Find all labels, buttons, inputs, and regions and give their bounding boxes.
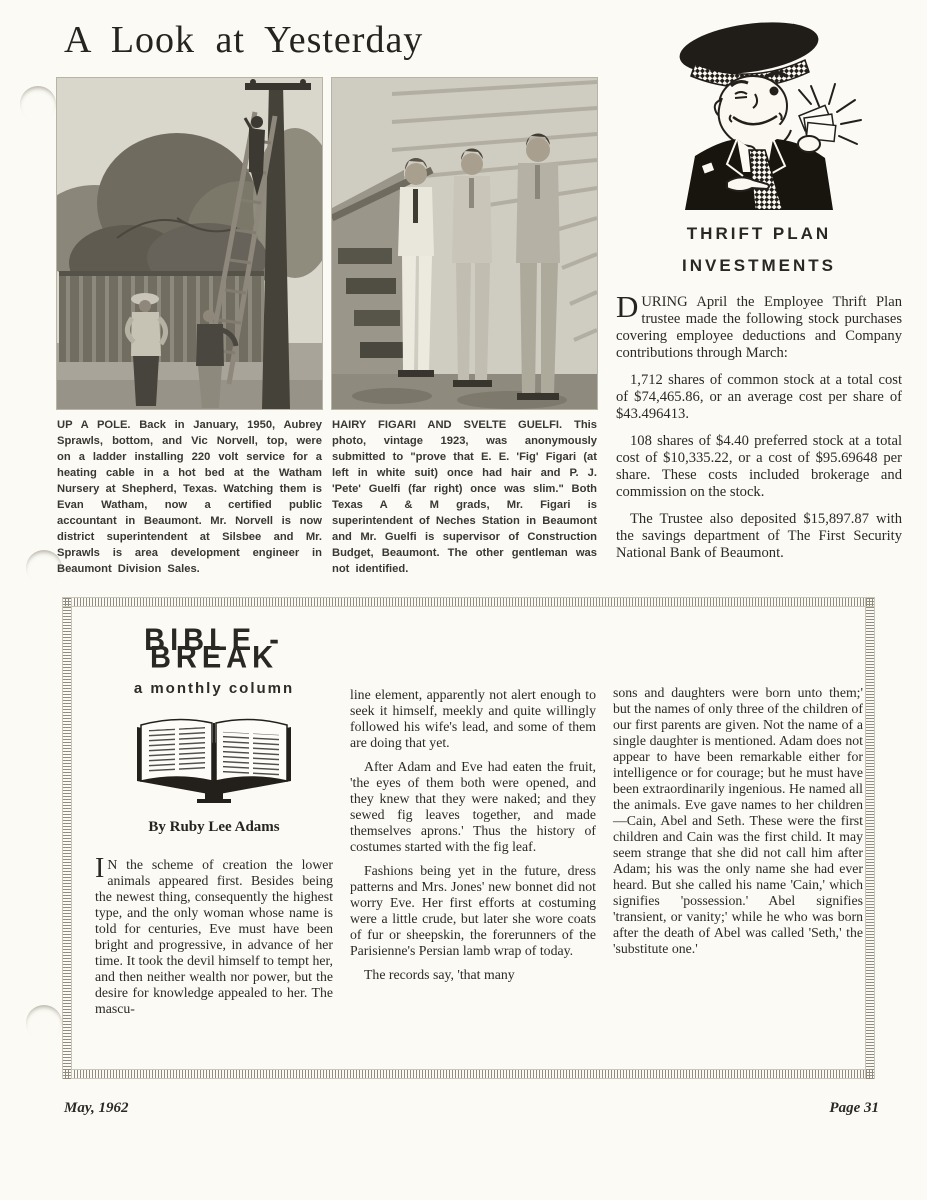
bible-break-title: BIBLE - BREAK (144, 623, 284, 675)
footer-date: May, 1962 (64, 1100, 129, 1116)
thrift-paragraph-1 (616, 289, 902, 362)
col2-paragraph-3: Fashions being yet in the future, dress patterns and Mrs. Jones' new bonnet did not worry Eve. Her first efforts at costuming were a little crude, but later she wore coats of fur or sheepskin, the forerunners of the Parisienne's Persian lamb wrap of today. (350, 863, 596, 958)
thrift-heading-line1: THRIFT PLAN (686, 224, 832, 243)
pole-ladder-photo (57, 78, 322, 409)
thrifty-scotsman-cartoon (616, 14, 902, 212)
dropcap-i: I (95, 853, 105, 884)
thrift-paragraph-1-text: URING April the Employee Thrift Plan trustee made the following stock purchases covering employee deductions and Company contributions through March: (616, 294, 902, 361)
scotsman-cartoon-art (643, 14, 875, 210)
bible-break-column-3 (613, 625, 863, 1071)
col2-paragraph-1: line element, apparently not alert enough to seek it himself, meekly and quite willingly followed his wife's lead, and some of them are doing that yet. (350, 687, 596, 750)
col1-paragraph-1 (95, 853, 333, 1017)
punch-hole (20, 86, 56, 122)
punch-hole (26, 1005, 62, 1041)
bible-break-col1-text (95, 853, 333, 1017)
col2-paragraph-2: After Adam and Eve had eaten the fruit, 'the eyes of them both were opened, and they knew that they were naked; and they sewed fig leaves together, and made themselves aprons.' Thus the history of costumes started with the fig leaf. (350, 759, 596, 854)
three-men-photo (332, 78, 597, 409)
thrift-paragraph-3: 108 shares of $4.40 preferred stock at a total cost of $10,335.22, or a cost of $95.69648 per share. These costs included brokerage and commission on the stock. (616, 433, 902, 500)
three-men-photo-art (332, 78, 597, 409)
thrift-plan-heading (616, 218, 902, 282)
thrift-plan-article (616, 289, 902, 562)
bible-break-column-2 (350, 625, 596, 1071)
col2-paragraph-4: The records say, 'that many (364, 967, 515, 982)
footer-page-number: Page 31 (829, 1100, 879, 1116)
col1-paragraph-1-text: N the scheme of creation the lower animals appeared first. Besides being the newest thing, consequently the highest type, and the only woman whose name is told for centuries, Eve must have been bright and progressive, in advance of her time. It took the devil himself to tempt her, and then neither wealth nor power, but the desire for knowledge appealed to her. The mascu- (95, 857, 333, 1016)
col3-paragraph-1: sons and daughters were born unto them;' but the names of only three of the children of our first parents are given. Not the name of a single daughter is mentioned. Adam does not appear to have been remarkable either for intelligence or for courage; but he must have been extraordinarily ingenious. He named all the animals. Eve gave names to her children—Cain, Abel and Seth. These were the first children and Cain was the first child. It may seem strange that she did not call him after Adam; his was the only name she had ever heard. But she called his name 'Cain,' which signifies 'possession.' Abel signifies 'transient, or vanity;' while he who was born after the death of Abel was called 'Seth,' the 'substitute one.' (613, 685, 863, 956)
bible-break-box (62, 597, 875, 1079)
right-photo-caption: HAIRY FIGARI AND SVELTE GUELFI. This photo, vintage 1923, was anonymously submitted to "prove that E. E. 'Fig' Figari (at left in white suit) once had hair and P. J. 'Pete' Guelfi (far right) once was slim." Both Texas A & M grads, Mr. Figari is superintendent of Neches Station in Beaumont and Mr. Guelfi is supervisor of Construction Budget, Beaumont. The other gentleman was not identified. (332, 419, 597, 575)
open-book-art (129, 711, 299, 806)
bible-break-byline: By Ruby Lee Adams (148, 819, 280, 835)
open-book-illustration (95, 711, 333, 807)
thrift-paragraph-2: 1,712 shares of common stock at a total cost of $74,465.86, or an average cost per share of $43.496413. (616, 372, 902, 422)
left-photo-caption: UP A POLE. Back in January, 1950, Aubrey Sprawls, bottom, and Vic Norvell, top, were on a ladder installing 220 volt service for a heating cable in a hot bed at the Watham Nursery at Shepherd, Texas. Watching them is Evan Watham, now a certified public accountant in Beaumont. Mr. Norvell is now district superintendent at Silsbee and Mr. Sprawls is area development engineer in Beaumont Division Sales. (57, 419, 322, 575)
bible-break-column-1 (95, 625, 333, 1071)
bible-break-columns (70, 605, 867, 1071)
thrift-paragraph-4: The Trustee also deposited $15,897.87 with the savings department of The First Security National Bank of Beaumont. (616, 511, 902, 561)
thrift-heading-line2: INVESTMENTS (682, 256, 836, 275)
thrift-plan-column (616, 14, 902, 572)
dropcap-d: D (616, 289, 639, 324)
pole-ladder-photo-art (57, 78, 322, 409)
bible-break-subtitle: a monthly column (133, 680, 295, 697)
page-title: A Look at Yesterday (64, 19, 424, 61)
